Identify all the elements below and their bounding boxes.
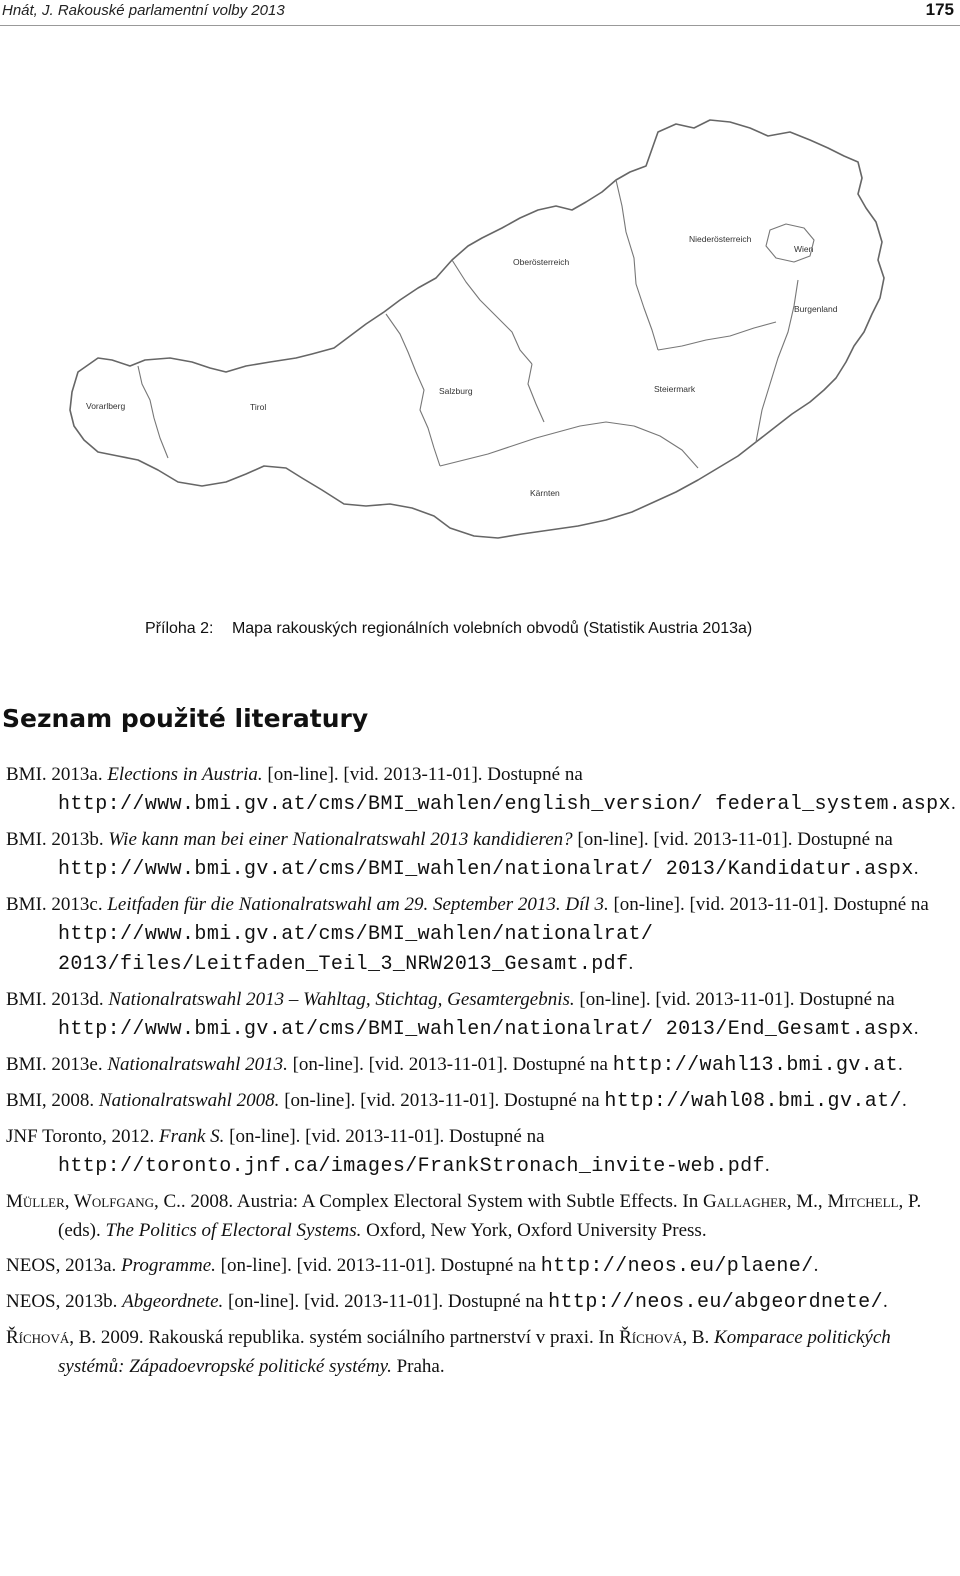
ref-text: M., [791, 1191, 828, 1212]
austria-region-map [50, 110, 910, 630]
ref-end: . [764, 1155, 770, 1176]
ref-text: P. (eds). [58, 1191, 922, 1241]
running-title: Hnát, J. Rakouské parlamentní volby 2013 [2, 2, 285, 19]
map-label-tirol: Tirol [250, 402, 267, 412]
reference-item [6, 1187, 956, 1245]
ref-text: B. [687, 1327, 715, 1348]
map-svg [50, 110, 910, 630]
caption-text: Mapa rakouských regionálních volebních obvodů (Statistik Austria 2013a) [231, 620, 753, 637]
map-label-kaernten: Kärnten [530, 488, 560, 498]
reference-item [6, 1050, 956, 1080]
ref-end: . [813, 1255, 819, 1276]
ref-url[interactable]: http://www.bmi.gv.at/cms/BMI_wahlen/nationalrat/ 2013/Kandidatur.aspx [58, 858, 914, 881]
map-label-wien: Wien [794, 244, 814, 254]
ref-url[interactable]: http://wahl08.bmi.gv.at/ [604, 1090, 902, 1113]
ref-url[interactable]: http://neos.eu/plaene/ [540, 1255, 814, 1278]
ref-editor: Říchová, [619, 1327, 688, 1348]
ref-access: [on-line]. [vid. 2013-11-01]. Dostupné na [279, 1090, 605, 1111]
ref-end: . [882, 1291, 888, 1312]
ref-title: Wie kann man bei einer Nationalratswahl 2013 kandidieren? [108, 829, 573, 850]
ref-end: . [950, 793, 956, 814]
ref-author-year: BMI, 2008. [6, 1090, 99, 1111]
border-vorarlberg-tirol [138, 366, 168, 458]
ref-url[interactable]: http://www.bmi.gv.at/cms/BMI_wahlen/nationalrat/ 2013/files/Leitfaden_Teil_3_NRW2013_Gesamt.pdf [58, 923, 654, 976]
ref-end: . [913, 1018, 919, 1039]
ref-author-year: BMI. 2013c. [6, 894, 108, 915]
ref-author-year: JNF Toronto, 2012. [6, 1126, 159, 1147]
ref-editor: Gallagher, [703, 1191, 792, 1212]
map-label-salzburg: Salzburg [439, 386, 473, 396]
border-wien [766, 224, 814, 262]
ref-author-year: NEOS, 2013b. [6, 1291, 123, 1312]
ref-text: B. 2009. Rakouská republika. systém sociálního partnerství v praxi. In [73, 1327, 620, 1348]
ref-access: [on-line]. [vid. 2013-11-01]. Dostupné na [215, 1255, 541, 1276]
map-label-oberoesterreich: Oberösterreich [513, 257, 570, 267]
reference-item [6, 760, 956, 819]
map-label-burgenland: Burgenland [794, 304, 838, 314]
ref-url[interactable]: http://www.bmi.gv.at/cms/BMI_wahlen/nationalrat/ 2013/End_Gesamt.aspx [58, 1018, 914, 1041]
page-number: 175 [925, 0, 954, 19]
ref-url[interactable]: http://toronto.jnf.ca/images/FrankStronach_invite-web.pdf [58, 1155, 765, 1178]
map-label-steiermark: Steiermark [654, 384, 696, 394]
page-header [0, 0, 960, 26]
ref-access: [on-line]. [vid. 2013-11-01]. Dostupné na [262, 764, 583, 785]
ref-end: . [897, 1054, 903, 1075]
ref-publisher: Oxford, New York, Oxford University Press. [361, 1220, 707, 1241]
ref-title: Frank S. [158, 1126, 225, 1147]
map-outline [70, 120, 884, 538]
ref-author-year: BMI. 2013a. [6, 764, 108, 785]
border-salzburg-steiermark [528, 364, 544, 422]
ref-title: Programme. [121, 1255, 216, 1276]
ref-title: Elections in Austria. [107, 764, 263, 785]
ref-access: [on-line]. [vid. 2013-11-01]. Dostupné na [574, 989, 895, 1010]
ref-title: Nationalratswahl 2008. [98, 1090, 280, 1111]
map-label-niederoesterreich: Niederösterreich [689, 234, 752, 244]
ref-author: Říchová, [6, 1327, 74, 1348]
ref-title: Abgeordnete. [122, 1291, 224, 1312]
ref-author-year: BMI. 2013e. [6, 1054, 108, 1075]
ref-editor: Mitchell, [827, 1191, 904, 1212]
ref-author-year: NEOS, 2013a. [6, 1255, 122, 1276]
ref-access: [on-line]. [vid. 2013-11-01]. Dostupné na [223, 1291, 549, 1312]
reference-item [6, 1086, 956, 1116]
border-tirol-salzburg [386, 314, 440, 466]
caption-label: Příloha 2: [145, 620, 214, 637]
reference-item [6, 825, 956, 884]
reference-item [6, 1287, 956, 1317]
reference-item [6, 1323, 956, 1381]
border-salzburg-oberoesterreich [452, 260, 532, 364]
ref-title: The Politics of Electoral Systems. [105, 1220, 362, 1241]
ref-access: [on-line]. [vid. 2013-11-01]. Dostupné na [572, 829, 893, 850]
ref-end: . [901, 1090, 907, 1111]
ref-title: Nationalratswahl 2013 – Wahltag, Stichtag, Gesamtergebnis. [108, 989, 575, 1010]
section-title: Seznam použité literatury [2, 704, 369, 733]
border-steiermark-kaernten [440, 422, 698, 468]
ref-url[interactable]: http://wahl13.bmi.gv.at [612, 1054, 898, 1077]
ref-end: . [913, 858, 919, 879]
ref-access: [on-line]. [vid. 2013-11-01]. Dostupné na [224, 1126, 545, 1147]
border-oberoesterreich-niederoesterreich [616, 180, 658, 350]
ref-access: [on-line]. [vid. 2013-11-01]. Dostupné na [287, 1054, 613, 1075]
figure-caption [145, 620, 752, 638]
ref-author-year: BMI. 2013b. [6, 829, 109, 850]
ref-url[interactable]: http://www.bmi.gv.at/cms/BMI_wahlen/english_version/ federal_system.aspx [58, 793, 951, 816]
header-rule [0, 25, 960, 26]
ref-end: . [628, 953, 634, 974]
ref-title: Leitfaden für die Nationalratswahl am 29. September 2013. Díl 3. [107, 894, 609, 915]
ref-text: C.. 2008. Austria: A Complex Electoral System with Subtle Effects. In [158, 1191, 703, 1212]
reference-item [6, 985, 956, 1044]
reference-item [6, 1251, 956, 1281]
ref-title: Komparace politických systémů: Západoevropské politické systémy. [58, 1327, 891, 1377]
ref-access: [on-line]. [vid. 2013-11-01]. Dostupné na [608, 894, 929, 915]
map-label-vorarlberg: Vorarlberg [86, 401, 126, 411]
border-niederoesterreich-steiermark [658, 322, 776, 350]
ref-publisher: Praha. [391, 1356, 445, 1377]
reference-item [6, 1122, 956, 1181]
ref-title: Nationalratswahl 2013. [107, 1054, 288, 1075]
reference-list [6, 760, 956, 1387]
ref-author-year: BMI. 2013d. [6, 989, 109, 1010]
ref-author: Müller, Wolfgang, [6, 1191, 159, 1212]
ref-url[interactable]: http://neos.eu/abgeordnete/ [548, 1291, 883, 1314]
reference-item [6, 890, 956, 979]
border-burgenland [756, 280, 798, 442]
